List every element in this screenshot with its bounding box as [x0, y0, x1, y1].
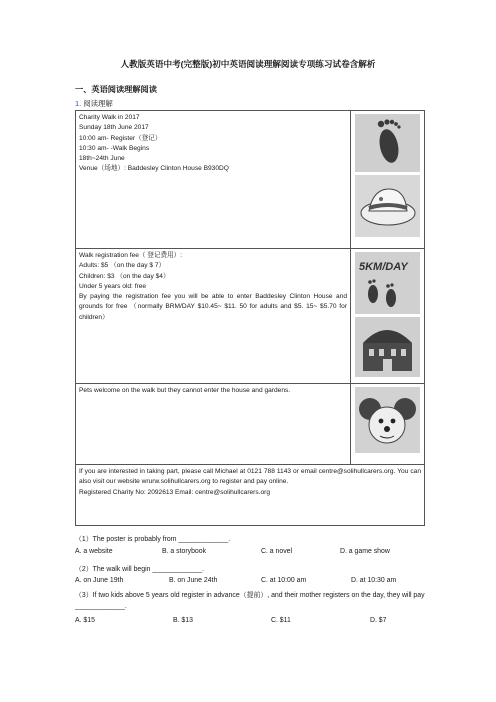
option-c: C. a novel [261, 548, 293, 555]
option-b: B. $13 [173, 617, 193, 624]
contact-cell [76, 465, 425, 526]
5km-day-icon [355, 252, 420, 314]
fee-info-cell [76, 249, 351, 384]
question-stem: （3）If two kids above 5 years old register in advance（提前）, and their mother registers on the day, they will pay _____________. [75, 592, 425, 610]
5km-day-caption: 5KM/DAY [359, 261, 408, 273]
option-a: A. a website [75, 548, 113, 555]
picture-cell [351, 384, 425, 465]
event-line: 10:30 am- -Walk Begins [79, 144, 150, 152]
poster-row [76, 465, 425, 526]
section-heading: 一、英语阅读理解阅读 [75, 85, 157, 94]
option-b: B. a storybook [162, 548, 207, 555]
event-line: 18th~24th June [79, 155, 125, 163]
contact-paragraph: If you are interested in taking part, please call Michael at 0121 788 1143 or email centre@solihullcarers.org. You can also visit our website wrurw.solihullcarers.org to register and pay online. [79, 468, 421, 486]
option-d: D. a game show [340, 548, 390, 555]
poster-row [76, 384, 425, 465]
poster-row [76, 111, 425, 249]
sub-heading-number: 1. [75, 99, 82, 108]
fee-paragraph: By paying the registration fee you will be able to enter Baddesley Clinton House and grounds for free （normally BRM/DAY $10.45~ $11. 50 for adults and $5. 15~ $5.70 for children） [79, 293, 347, 321]
event-line: Charity Walk in 2017 [79, 114, 140, 121]
hat-icon [355, 175, 420, 237]
option-c: C. at 10:00 am [261, 577, 307, 584]
charity-number: Registered Charity No: 2092613 Email: centre@solihullcarers.org [79, 488, 271, 496]
picture-cell [351, 111, 425, 249]
picture-cell [351, 249, 425, 384]
option-d: D. $7 [370, 617, 387, 624]
sub-heading [75, 98, 113, 109]
poster-table [75, 110, 425, 526]
fee-line: Walk registration fee（ 登记费用）: [79, 252, 183, 259]
event-line: 10:00 am- Register（登记） [79, 134, 162, 142]
footprint-icon [355, 114, 420, 172]
fee-line: Under 5 years old: free [79, 282, 147, 290]
sub-heading-text: 阅读理解 [83, 99, 113, 108]
option-a: A. $15 [75, 617, 95, 624]
event-info-cell [76, 111, 351, 249]
event-line: Sunday 18th June 2017 [79, 124, 149, 132]
option-b: B. on June 24th [169, 577, 218, 584]
pets-line: Pets welcome on the walk but they cannot enter the house and gardens. [79, 387, 291, 394]
building-icon [355, 317, 420, 377]
poster-row [76, 249, 425, 384]
question-stem: （1）The poster is probably from _____________. [75, 536, 231, 543]
question-stem: （2）The walk will begin _____________. [75, 566, 205, 573]
option-c: C. $11 [271, 617, 291, 624]
fee-line: Children: $3 （on the day $4） [79, 272, 170, 280]
page-title: 人教版英语中考(完整版)初中英语阅读理解阅读专项练习试卷含解析 [120, 59, 376, 69]
option-d: D. at 10:30 am [351, 577, 397, 584]
fee-line: Adults: $5 （on the day $ 7） [79, 262, 166, 270]
mouse-icon [355, 387, 420, 453]
pets-info-cell [76, 384, 351, 465]
option-a: A. on June 19th [75, 577, 124, 584]
event-line: Venue（场地）: Baddesley Clinton House B930DQ [79, 165, 229, 173]
